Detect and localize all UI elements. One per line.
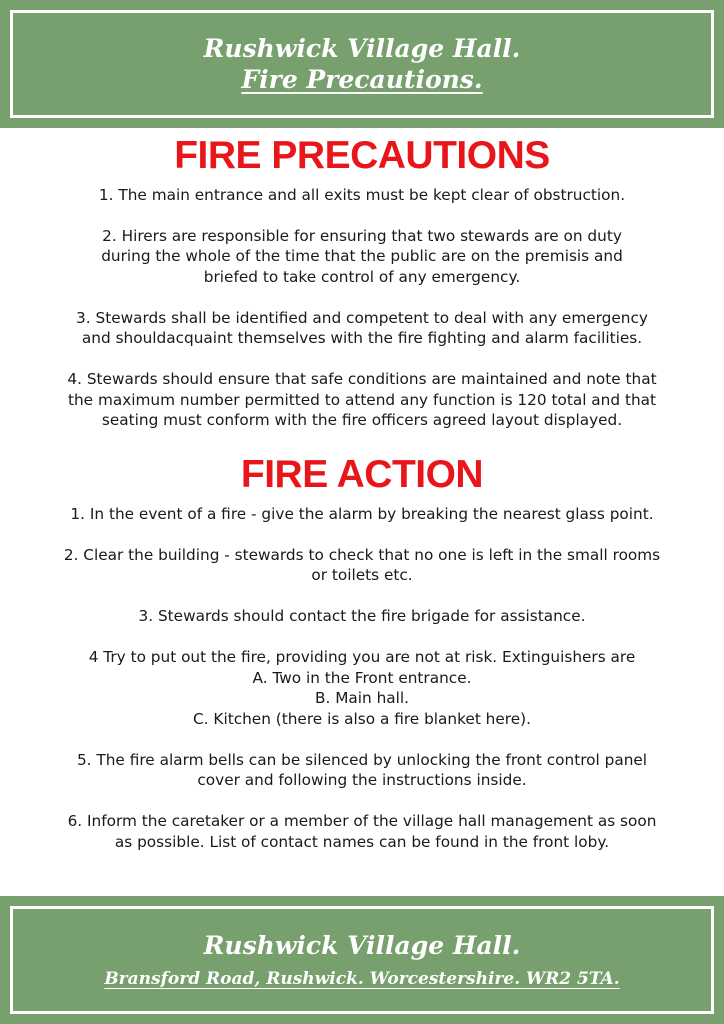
precaution-item-4-line-3: seating must conform with the fire officers agreed layout displayed. [101,411,623,430]
action-item-6-line-1: 6. Inform the caretaker or a member of the village hall management as soon [67,812,657,831]
action-item-3 [18,606,706,627]
precaution-item-3-line-1: 3. Stewards shall be identified and competent to deal with any emergency [76,308,648,327]
action-item-5-line-1: 5. The fire alarm bells can be silenced by unlocking the front control panel [76,750,648,769]
header-band [0,0,724,128]
precaution-item-3 [18,308,706,349]
precaution-item-2-line-2: during the whole of the time that the public are on the premisis and [101,247,623,266]
notice-content [18,134,706,890]
action-item-4-line-1: 4 Try to put out the fire, providing you are not at risk. Extinguishers are [88,648,636,667]
precaution-item-4-line-1: 4. Stewards should ensure that safe conditions are maintained and note that [67,370,657,389]
footer-frame [10,906,714,1014]
action-item-4-line-4: C. Kitchen (there is also a fire blanket here). [193,709,531,728]
precaution-item-4 [18,369,706,431]
precaution-item-4-line-2: the maximum number permitted to attend any function is 120 total and that [67,390,657,409]
footer-hall-name: Rushwick Village Hall. [203,930,521,960]
action-item-6-line-2: as possible. List of contact names can be found in the front loby. [114,832,610,851]
action-item-4-line-3: B. Main hall. [314,689,410,708]
action-item-2 [18,545,706,586]
precautions-list [18,185,706,431]
footer-address: Bransford Road, Rushwick. Worcestershire. WR2 5TA. [104,969,620,989]
action-list [18,504,706,853]
action-item-4 [18,647,706,729]
footer-band [0,896,724,1024]
action-item-5 [18,750,706,791]
action-item-2-line-2: or toilets etc. [311,566,413,585]
action-item-6 [18,811,706,852]
precaution-item-1 [18,185,706,206]
header-frame [10,10,714,118]
action-item-1 [18,504,706,525]
action-item-2-line-1: 2. Clear the building - stewards to check that no one is left in the small rooms [63,545,661,564]
action-item-4-line-2: A. Two in the Front entrance. [252,668,472,687]
header-subtitle: Fire Precautions. [241,65,483,94]
precaution-item-2-line-3: briefed to take control of any emergency. [203,267,521,286]
precaution-item-2-line-1: 2. Hirers are responsible for ensuring that two stewards are on duty [102,226,622,245]
action-item-5-line-2: cover and following the instructions inside. [197,771,527,790]
precaution-item-3-line-2: and shouldacquaint themselves with the fire fighting and alarm facilities. [81,329,643,348]
header-hall-name: Rushwick Village Hall. [203,33,521,63]
precautions-heading: FIRE PRECAUTIONS [174,134,550,177]
action-heading: FIRE ACTION [240,452,484,496]
action-item-3-line-1: 3. Stewards should contact the fire brigade for assistance. [138,607,586,626]
action-item-1-line-1: 1. In the event of a fire - give the alarm by breaking the nearest glass point. [70,504,654,523]
precaution-item-1-line-1: 1. The main entrance and all exits must be kept clear of obstruction. [98,185,626,204]
precaution-item-2 [18,226,706,288]
